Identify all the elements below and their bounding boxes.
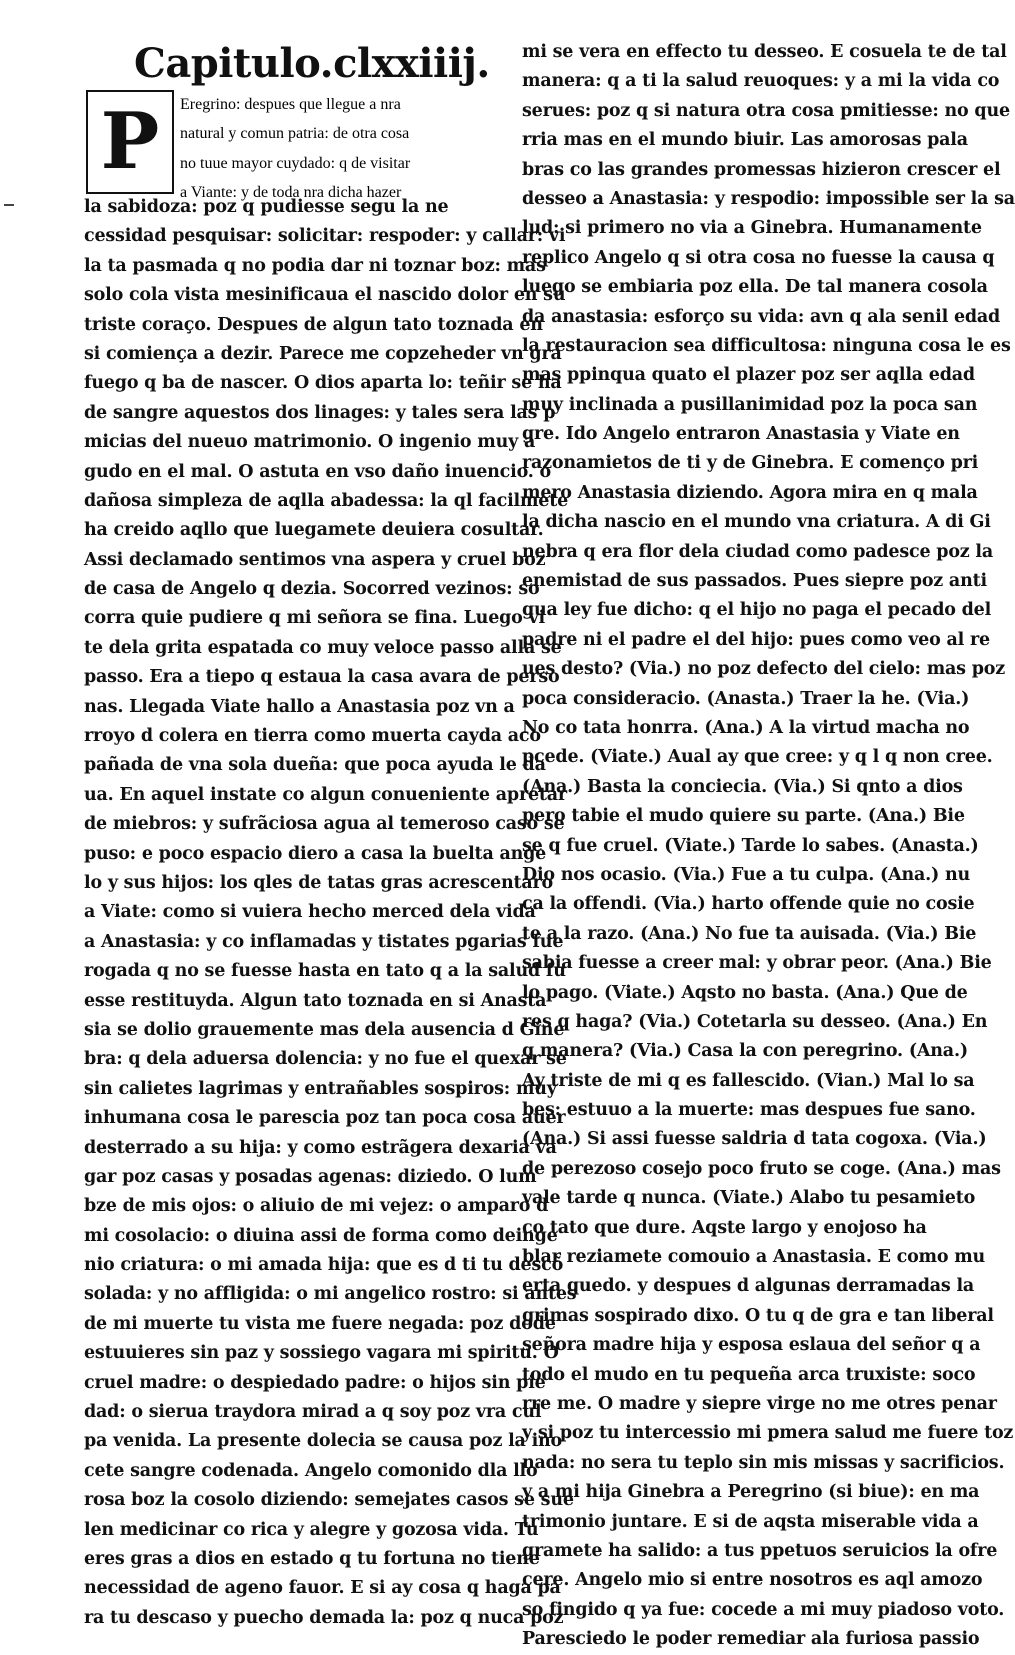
text-line: mero Anastasia diziendo. Agora mira en q mala [522, 482, 978, 503]
text-line: ua. En aquel instate co algun conueniente apretar [84, 784, 567, 805]
text-line: la restauracion sea difficultosa: ninguna cosa le es [522, 335, 1011, 356]
text-line: desterrado a su hija: y como estrãgera dexaria va [84, 1137, 557, 1158]
text-line: cessidad pesquisar: solicitar: respoder: y callar: vi [84, 226, 566, 247]
text-line: corra quie pudiere q mi señora se fina. Luego vi [84, 608, 545, 629]
text-line: natural y comun patria: de otra cosa [180, 125, 410, 143]
text-line: Assi declamado sentimos vna aspera y cruel boz [84, 549, 546, 570]
text-line: te dela grita espatada co muy veloce passo alla se [84, 637, 562, 658]
text-line: rogada q no se fuesse hasta en tato q a la salud fu [84, 961, 566, 982]
text-line: vale tarde q nunca. (Viate.) Alabo tu pesamieto [522, 1188, 976, 1209]
text-line: necessidad de ageno fauor. E si ay cosa q haga pa [84, 1578, 561, 1599]
text-line: cere. Angelo mio si entre nosotros es aql amozo [522, 1570, 983, 1591]
chapter-title: Capitulo.clxxiiij. [134, 40, 490, 87]
text-line: dañosa simpleza de aqlla abadessa: la ql facilmete [84, 490, 569, 511]
text-line: te a la razo. (Ana.) No fue ta auisada. (Via.) Bie [522, 923, 977, 944]
text-line: ues desto? (Via.) no poz defecto del cielo: mas poz [522, 659, 1005, 680]
text-line: señora madre hija y esposa eslaua del señor q a [522, 1335, 981, 1356]
text-line: nebra q era flor dela ciudad como padesce poz la [522, 541, 994, 562]
text-line: serues: poz q si natura otra cosa pmitiesse: no que [522, 100, 1010, 121]
text-line: gua ley fue dicho: q el hijo no paga el pecado del [522, 600, 992, 621]
left-column [84, 193, 577, 1633]
text-line: trimonio juntare. E si de aqsta miserable vida a [522, 1511, 979, 1532]
text-line: Eregrino: despues que llegue a nra [180, 96, 401, 113]
text-line: esse restituyda. Algun tato toznada en si Anasta [84, 990, 547, 1011]
initial-letter: P [100, 96, 160, 187]
text-line: mas ppinqua quato el plazer poz ser aqlla edad [522, 365, 975, 386]
text-line: manera: q a ti la salud reuoques: y a mi la vida co [522, 71, 1000, 92]
text-line: pañada de vna sola dueña: que poca ayuda le da [84, 755, 546, 776]
text-line: lud: si primero no via a Ginebra. Humanamente [522, 218, 982, 239]
text-line: erta quedo. y despues d algunas derramadas la [522, 1276, 975, 1297]
text-line: a Anastasia: y co inflamadas y tistates pgarias fue [84, 931, 564, 952]
text-line: pa venida. La presente dolecia se causa poz la ino [84, 1431, 563, 1452]
text-line: eres gras a dios en estado q tu fortuna no tiene [84, 1548, 540, 1569]
text-line: bra: q dela aduersa dolencia: y no fue el quexar se [84, 1049, 567, 1070]
text-line: Dio nos ocasio. (Via.) Fue a tu culpa. (Ana.) nu [522, 864, 971, 885]
text-line: mi se vera en effecto tu desseo. E cosuela te de tal [522, 42, 1007, 62]
text-line: la sabidoza: poz q pudiesse segu la ne [84, 197, 449, 217]
text-line: razonamietos de ti y de Ginebra. E començo pri [522, 453, 979, 474]
text-line: No co tata honrra. (Ana.) A la virtud macha no [522, 717, 970, 738]
text-line: nio criatura: o mi amada hija: que es d ti tu descõ [84, 1255, 564, 1276]
text-line: a Viante: y de toda nra dicha hazer [180, 184, 402, 202]
text-line: replico Angelo q si otra cosa no fuesse la causa q [522, 247, 995, 268]
text-line: si comiença a dezir. Parece me copzeheder vn gra [84, 343, 562, 364]
text-line: nada: no sera tu teplo sin mis missas y sacrificios. [522, 1452, 1005, 1473]
text-line: lo y sus hijos: los qles de tatas gras acrescentaro [84, 872, 554, 893]
text-line: la ta pasmada q no podia dar ni toznar boz: mas [84, 255, 546, 276]
text-line: cete sangre codenada. Angelo comonido dla llo [84, 1460, 538, 1481]
text-line: de casa de Angelo q dezia. Socorred vezinos: so [84, 579, 540, 600]
text-line: y si poz tu intercessio mi pmera salud me fuere toz [522, 1423, 1014, 1444]
text-line: estuuieres sin paz y sossiego vagara mi spiritu. O [84, 1343, 559, 1364]
text-line: micias del nueuo matrimonio. O ingenio muy a [84, 432, 536, 453]
text-line: inhumana cosa le parescia poz tan poca cosa auer [84, 1108, 566, 1129]
right-column [522, 38, 1015, 1654]
text-line: poca consideracio. (Anasta.) Traer la he. (Via.) [522, 688, 970, 709]
text-line: cruel madre: o despiedado padre: o hijos sin pie [84, 1372, 546, 1393]
text-line: todo el mudo en tu pequeña arca truxiste: soco [522, 1364, 976, 1385]
text-line: y a mi hija Ginebra a Peregrino (si biue): en ma [522, 1482, 980, 1503]
text-line: gudo en el mal. O astuta en vso daño inuencio. o [84, 461, 552, 482]
text-line: q manera? (Via.) Casa la con peregrino. (Ana.) [522, 1041, 968, 1062]
text-line: de miebros: y sufrãciosa agua al temeroso caso se [84, 814, 565, 835]
text-line: co tato que dure. Aqste largo y enojoso ha [522, 1217, 927, 1238]
text-line: bes: estuuo a la muerte: mas despues fue sano. [522, 1100, 976, 1121]
text-line: solada: y no affligida: o mi angelico rostro: si antes [84, 1284, 577, 1305]
text-line: luego se embiaria poz ella. De tal manera cosola [522, 277, 988, 298]
text-line: pero tabie el mudo quiere su parte. (Ana.) Bie [522, 806, 965, 827]
text-line: pcede. (Viate.) Aual ay que cree: y q l q non cree. [522, 747, 993, 768]
text-line: sia se dolio grauemente mas dela ausencia d Gine [84, 1019, 565, 1040]
text-line: passo. Era a tiepo q estaua la casa avara de perso [84, 667, 560, 688]
text-line: so fingido q ya fue: cocede a mi muy piadoso voto. [522, 1599, 1005, 1620]
text-line: se q fue cruel. (Viate.) Tarde lo sabes. (Anasta.) [522, 835, 979, 856]
text-line: res q haga? (Via.) Cotetarla su desseo. (Ana.) En [522, 1011, 988, 1032]
text-line: rroyo d colera en tierra como muerta cayda aco [84, 726, 541, 747]
margin-mark [4, 204, 14, 206]
text-line: (Ana.) Basta la conciecia. (Via.) Si qnto a dios [522, 776, 963, 797]
text-line: mi cosolacio: o diuina assi de forma como deinge [84, 1225, 558, 1246]
text-line: da anastasia: esforço su vida: avn q ala senil edad [522, 306, 1001, 327]
left-column-opening [84, 90, 504, 208]
text-line: de mi muerte tu vista me fuere negada: poz dode [84, 1313, 556, 1334]
text-line: de perezoso cosejo poco fruto se coge. (Ana.) mas [522, 1158, 1001, 1179]
text-line: blar reziamete comouio a Anastasia. E como mu [522, 1247, 986, 1268]
text-line: Ay triste de mi q es fallescido. (Vian.) Mal lo sa [522, 1070, 975, 1091]
text-line: nas. Llegada Viate hallo a Anastasia poz vn a [84, 696, 515, 717]
text-line: fuego q ba de nascer. O dios aparta lo: teñir se ha [84, 373, 562, 394]
text-line: ra tu descaso y puecho demada la: poz q nuca poz [84, 1607, 564, 1628]
text-line: puso: e poco espacio diero a casa la buelta ange [84, 843, 547, 864]
text-line: solo cola vista mesinificaua el nascido dolor en su [84, 285, 566, 306]
text-line: ha creido aqllo que luegamete deuiera cosultar. [84, 520, 544, 541]
text-line: Paresciedo le poder remediar ala furiosa passio [522, 1629, 980, 1650]
text-line: rria mas en el mundo biuir. Las amorosas pala [522, 130, 968, 151]
text-line: sin calietes lagrimas y entrañables sospiros: muy [84, 1078, 557, 1099]
text-line: de sangre aquestos dos linages: y tales sera las p [84, 402, 556, 423]
text-line: bras co las grandes promessas hizieron crescer el [522, 159, 1001, 180]
text-line: triste coraço. Despues de algun tato toznada en [84, 314, 543, 335]
text-line: ca la offendi. (Via.) harto offende quie no cosie [522, 894, 975, 915]
text-line: a Viate: como si vuiera hecho merced dela vida [84, 902, 536, 923]
text-line: gar poz casas y posadas agenas: diziedo. O lum [84, 1166, 537, 1187]
text-line: enemistad de sus passados. Pues siepre poz anti [522, 571, 987, 592]
text-line: muy inclinada a pusillanimidad poz la poca san [522, 394, 978, 415]
text-line: gramete ha salido: a tus ppetuos seruicios la ofre [522, 1540, 998, 1561]
text-line: bze de mis ojos: o aliuio de mi vejez: o amparo d [84, 1196, 549, 1217]
text-line: lo pago. (Viate.) Aqsto no basta. (Ana.) Que de [522, 982, 968, 1003]
text-line: len medicinar co rica y alegre y gozosa vida. Tu [84, 1519, 539, 1540]
text-line: rre me. O madre y siepre virge no me otres penar [522, 1393, 997, 1414]
text-line: la dicha nascio en el mundo vna criatura. A di Gi [522, 512, 991, 533]
text-line: sabia fuesse a creer mal: y obrar peor. (Ana.) Bie [522, 953, 992, 974]
text-line: gre. Ido Angelo entraron Anastasia y Viate en [522, 424, 960, 445]
text-line: desseo a Anastasia: y respodio: impossible ser la sa [522, 188, 1015, 209]
text-line: dad: o sierua traydora mirad a q soy poz vra cul [84, 1402, 542, 1423]
text-line: (Ana.) Si assi fuesse saldria d tata cogoxa. (Via.) [522, 1129, 987, 1150]
text-line: rosa boz la cosolo diziendo: semejates casos se sue [84, 1490, 574, 1511]
text-line: padre ni el padre el del hijo: pues como veo al re [522, 629, 990, 650]
text-line: grimas sospirado dixo. O tu q de gra e tan liberal [522, 1305, 994, 1326]
text-line: no tuue mayor cuydado: q de visitar [180, 154, 411, 172]
